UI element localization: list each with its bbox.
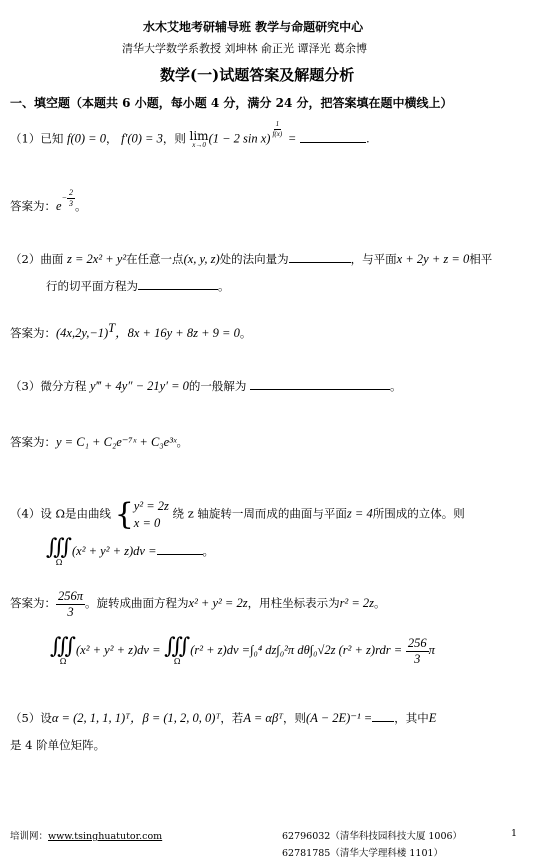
q1-lim-sub: x→0 [192, 141, 206, 149]
question-2 [10, 251, 492, 267]
q4-calc-omega-2: Ω [173, 657, 181, 666]
q4-brace: { [114, 497, 134, 532]
q1-eq: = [287, 131, 297, 146]
q2-answer-blank-2[interactable] [138, 279, 218, 290]
footer-phone-1: 62796032（清华科技园科技大厦 1006） [282, 831, 463, 842]
q4-answer-den: 3 [67, 604, 74, 619]
q4-calculation [50, 636, 435, 666]
question-3: （3）微分方程 y‴ + 4y″ − 21y′ = 0的一般解为 。 [10, 379, 402, 393]
q3-answer-value: y = C₁ + C₂e⁻⁷ˣ + C₃e³ˣ [56, 435, 177, 449]
q5-pre: 设 [40, 711, 52, 725]
q4-answer-num: 256π [58, 589, 84, 603]
q4-system-2: x = 0 [133, 515, 161, 530]
q4-calc-integral-icon-1: ∭ [50, 634, 77, 659]
question-4 [10, 497, 465, 532]
q1-lim: lim [189, 129, 209, 143]
q1-pre: 已知 [40, 131, 64, 146]
q5-inverse: (A − 2E)⁻¹ = [306, 711, 373, 725]
q2-answer-label: 答案为： [10, 326, 56, 340]
q3-answer-end: 。 [176, 435, 188, 449]
q2-line2: 行的切平面方程为 。 [46, 279, 230, 293]
question-5 [10, 708, 436, 726]
q4-integral-expr: (x² + y² + z)dv = [72, 544, 157, 558]
q2-pre: 曲面 [40, 252, 64, 266]
q1-answer: 答案为：$e^{- \frac{2}{3}}$ 。 [10, 187, 87, 213]
footer-phone-2: 62781785（清华大学理科楼 1101） [282, 848, 444, 859]
q4-answer-blank[interactable] [157, 544, 203, 555]
q4-answer-label: 答案为： [10, 596, 56, 610]
q4-answer-surface: x² + y² = 2z [188, 596, 248, 610]
q5-alpha: α = (2, 1, 1, 1)ᵀ [51, 711, 130, 725]
q5-mid: ，若 [220, 711, 244, 725]
section-heading: 一、填空题（本题共 6 小题，每小题 4 分，满分 24 分，把答案填在题中横线上） [10, 96, 453, 110]
q5-mid2: ，则 [283, 711, 307, 725]
page-number: 1 [511, 828, 518, 839]
q4-calc-omega-1: Ω [59, 657, 67, 666]
q4-calc-num: 256 [407, 636, 427, 650]
q5-E: E [428, 711, 437, 725]
q5-answer-blank[interactable] [372, 711, 394, 722]
q4-post2: 所围成的立体。则 [372, 506, 465, 521]
q2-mid1: 在任意一点 [126, 252, 184, 266]
q4-plane: z = 4 [346, 506, 373, 521]
q4-calc-c: ∫₀⁴ dz∫₀²π dθ∫₀√2z (r² + z)rdr = [250, 643, 403, 657]
q4-pre: 设 Ω是由曲线 [40, 506, 112, 521]
q4-calc-a: (x² + y² + z)dv = [76, 643, 161, 657]
q2-point: (x, y, z) [183, 252, 220, 266]
q2-answer-end: 。 [239, 326, 252, 340]
q3-number: （3） [10, 379, 41, 393]
q4-integral: ∭ Ω (x² + y² + z)dv = 。 [46, 535, 215, 567]
question-1: （1）已知 f(0) = 0， f′(0) = 3，则 lim x→0 (1 − 2 sin x) $\frac{1}{f(x)}$ = . [10, 120, 370, 149]
q2-answer-vector: (4x,2y,−1) [56, 326, 109, 340]
q1-expr: (1 − 2 sin x) [208, 131, 271, 146]
q2-plane: x + 2y + z = 0 [396, 252, 470, 266]
q3-pre: 微分方程 [40, 379, 87, 393]
q5-post: ，其中 [394, 711, 429, 725]
q3-post: 的一般解为 [188, 379, 247, 393]
q2-surface: z = 2x² + y² [66, 252, 127, 266]
page-title: 数学(一)试题答案及解题分析 [160, 66, 355, 84]
q4-calc-pi: π [428, 643, 435, 657]
q1-f0: f(0) = 0 [66, 131, 106, 146]
q4-answer-cylindrical: r² = 2z [339, 596, 375, 610]
q2-answer-blank-1[interactable] [289, 252, 351, 263]
q2-answer-T: T [108, 321, 116, 336]
q4-calc-integral-icon-2: ∭ [164, 634, 191, 659]
q4-post: 绕 z 轴旋转一周而成的曲面与平面 [172, 506, 347, 521]
q4-answer [10, 590, 386, 618]
q5-number: （5） [10, 711, 41, 725]
q5-A: A = αβᵀ [243, 711, 284, 725]
q2-mid2: 处的法向量为 [219, 252, 289, 266]
q1-answer-base: e [56, 199, 62, 213]
footer-url-link[interactable]: www.tsinghuatutor.com [48, 831, 163, 842]
header-authors: 清华大学数学系教授 刘坤林 俞正光 谭泽光 葛余博 [122, 42, 367, 55]
q2-line2-text: 行的切平面方程为 [46, 279, 138, 293]
q1-answer-exp-den: 3 [68, 198, 73, 208]
q4-answer-text1: 。旋转成曲面方程为 [85, 596, 189, 610]
q1-exp-den: f(x) [272, 130, 283, 138]
q2-answer-plane: ，8x + 16y + 8z + 9 = 0 [115, 326, 240, 340]
q1-exp-num: 1 [275, 120, 280, 128]
q2-answer [10, 323, 251, 341]
q4-calc-b: (r² + z)dv = [190, 643, 251, 657]
q5-line2: 是 4 阶单位矩阵。 [10, 738, 106, 752]
q1-answer-label: 答案为： [10, 199, 56, 213]
q4-calc-den: 3 [414, 651, 421, 666]
q3-answer [10, 434, 188, 450]
q1-answer-blank[interactable] [300, 132, 366, 143]
footer-site [10, 828, 162, 842]
q1-fp0: f′(0) = 3 [121, 131, 163, 146]
q2-mid3: ，与平面 [350, 252, 397, 266]
q4-answer-text3: 。 [374, 596, 386, 610]
q1-answer-exp-num: 2 [68, 187, 73, 197]
q5-beta: ，β = (1, 2, 0, 0)ᵀ [129, 711, 221, 725]
q4-omega: Ω [55, 558, 63, 567]
q1-answer-sign: − [61, 193, 67, 202]
footer-label: 培训网： [10, 831, 49, 842]
q1-then: ，则 [162, 131, 186, 146]
q3-answer-blank[interactable] [250, 379, 390, 390]
q2-number: （2） [10, 252, 41, 266]
q4-answer-text2: ，用柱坐标表示为 [247, 596, 340, 610]
q4-number: （4） [10, 506, 41, 521]
q2-mid4: 相平 [469, 252, 493, 266]
q1-number: （1） [10, 131, 41, 146]
q4-triple-integral-icon: ∭ [46, 535, 73, 560]
q4-system-1: y² = 2z [133, 498, 169, 513]
q3-answer-label: 答案为： [10, 435, 56, 449]
q3-equation: y‴ + 4y″ − 21y′ = 0 [89, 379, 189, 393]
header-center: 水木艾地考研辅导班 教学与命题研究中心 [143, 20, 364, 34]
